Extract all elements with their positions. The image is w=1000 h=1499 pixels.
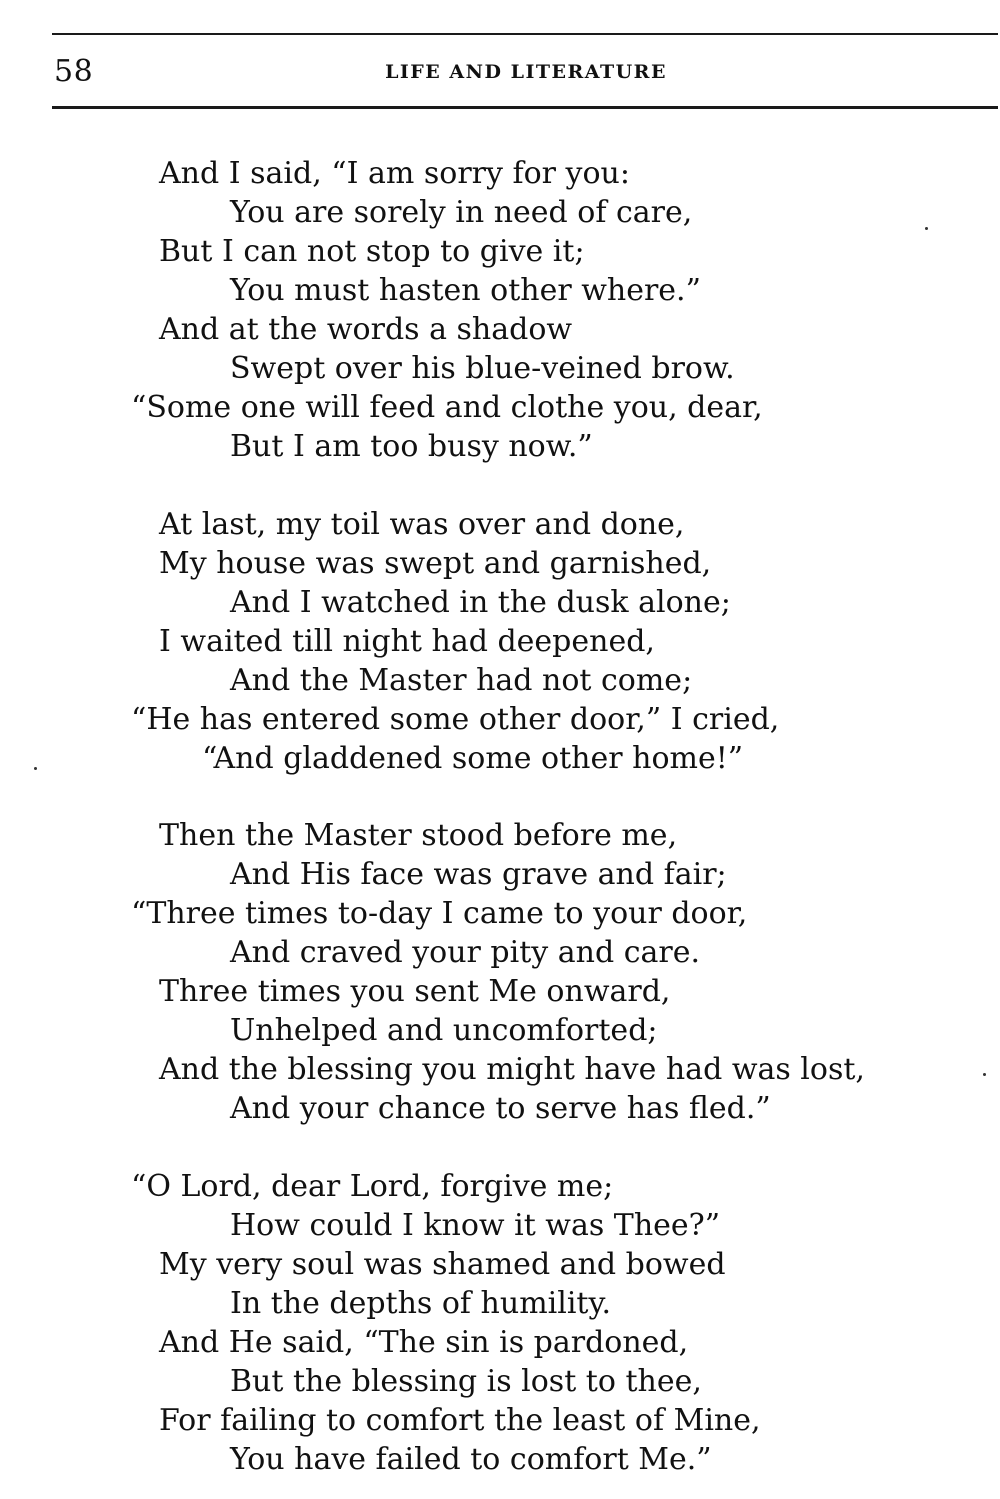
poem-line: “He has entered some other door,” I cried, [131, 702, 780, 737]
poem-line: For failing to comfort the least of Mine, [159, 1403, 761, 1438]
poem-line: My very soul was shamed and bowed [159, 1247, 726, 1282]
page-number: 58 [54, 54, 94, 89]
poem-line: And I said, “I am sorry for you: [159, 156, 630, 191]
print-speck [925, 227, 928, 230]
poem-line: And I watched in the dusk alone; [230, 585, 731, 620]
print-speck [34, 767, 37, 770]
poem-line: I waited till night had deepened, [159, 624, 655, 659]
poem-line: And at the words a shadow [159, 312, 573, 347]
poem-line: But I can not stop to give it; [159, 234, 585, 269]
poem-line: “O Lord, dear Lord, forgive me; [131, 1169, 614, 1204]
poem-line: Unhelped and uncomforted; [230, 1013, 658, 1048]
poem-line: My house was swept and garnished, [159, 546, 712, 581]
poem-line: But the blessing is lost to thee, [230, 1364, 702, 1399]
poem-line: At last, my toil was over and done, [159, 507, 685, 542]
poem-line: How could I know it was Thee?” [230, 1208, 721, 1243]
header-top-rule [52, 33, 998, 35]
poem-line: And the Master had not come; [230, 663, 693, 698]
poem-line: And His face was grave and fair; [230, 857, 727, 892]
poem-line: In the depths of humility. [230, 1286, 611, 1321]
poem-line: “And gladdened some other home!” [202, 741, 744, 776]
poem-line: You are sorely in need of care, [230, 195, 693, 230]
poem-line: And craved your pity and care. [230, 935, 701, 970]
header-bottom-rule [52, 106, 998, 109]
poem-line: “Three times to-day I came to your door, [131, 896, 748, 931]
print-speck [983, 1073, 986, 1076]
poem-line: You have failed to comfort Me.” [230, 1442, 712, 1477]
poem-line: Three times you sent Me onward, [159, 974, 671, 1009]
poem-line: And the blessing you might have had was lost, [159, 1052, 865, 1087]
poem-line: “Some one will feed and clothe you, dear, [131, 390, 763, 425]
poem-line: But I am too busy now.” [230, 429, 593, 464]
poem-line: And your chance to serve has fled.” [230, 1091, 771, 1126]
poem-line: And He said, “The sin is pardoned, [159, 1325, 689, 1360]
poem-line: Swept over his blue-veined brow. [230, 351, 735, 386]
poem-line: Then the Master stood before me, [159, 818, 678, 853]
poem-line: You must hasten other where.” [230, 273, 701, 308]
running-title: LIFE AND LITERATURE [385, 61, 667, 83]
